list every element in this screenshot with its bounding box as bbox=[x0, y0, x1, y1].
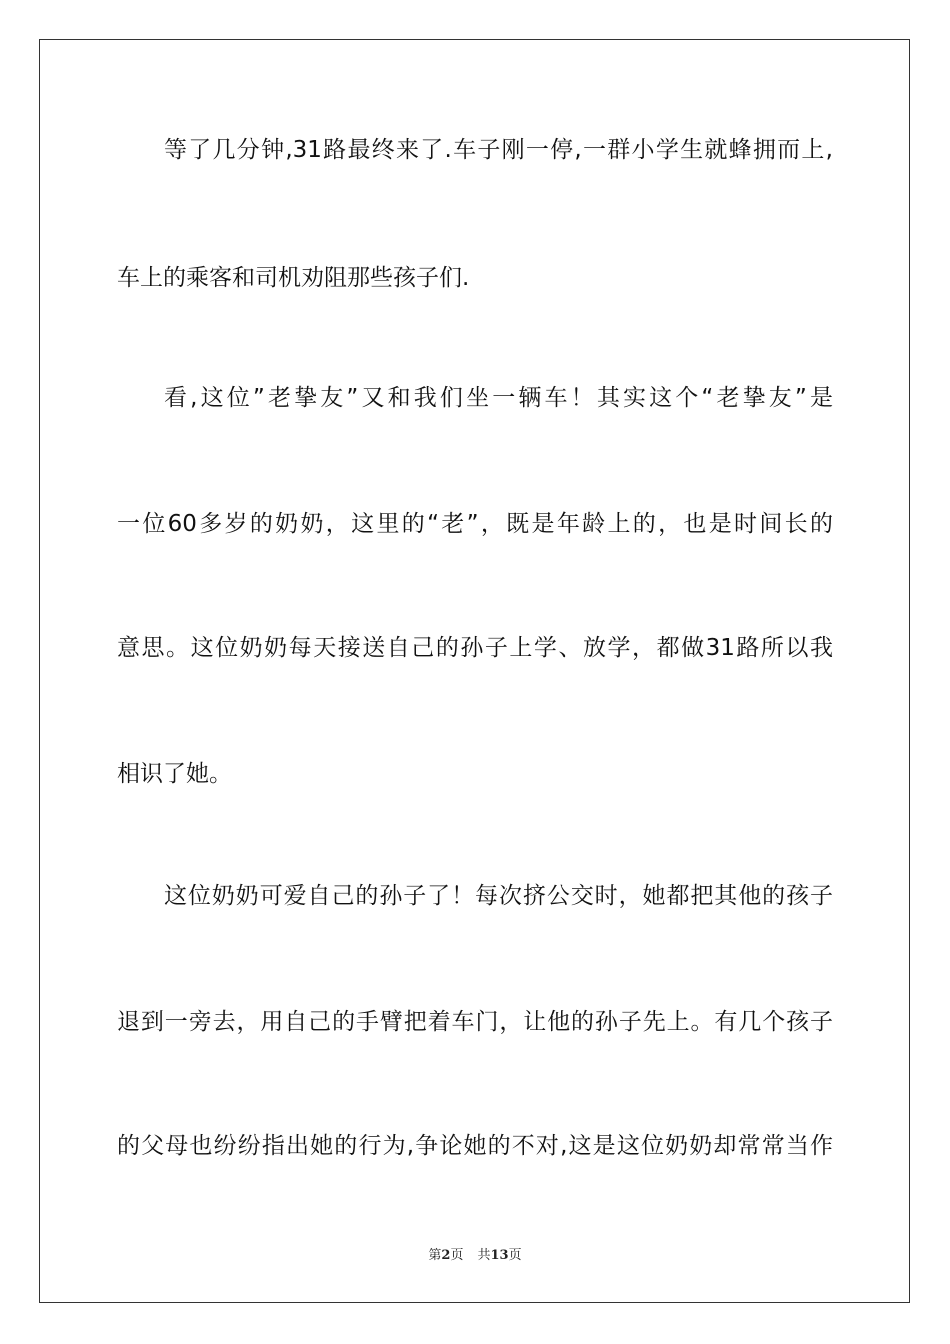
page-prefix: 第 bbox=[428, 1248, 442, 1263]
page-border bbox=[39, 39, 910, 1303]
paragraph-3-line-3: 的父母也纷纷指出她的行为,争论她的不对,这是这位奶奶却常常当作 bbox=[117, 1133, 833, 1159]
paragraph-1-line-1: 等了几分钟,31路最终来了.车子刚一停,一群小学生就蜂拥而上, bbox=[164, 137, 833, 163]
page-footer bbox=[0, 1247, 950, 1265]
page-current: 2 bbox=[441, 1248, 451, 1263]
paragraph-3-line-1: 这位奶奶可爱自己的孙子了！每次挤公交时，她都把其他的孩子 bbox=[164, 883, 833, 909]
paragraph-2-line-2: 一位60多岁的奶奶，这里的“老”，既是年龄上的，也是时间长的 bbox=[117, 511, 833, 537]
paragraph-2-line-3: 意思。这位奶奶每天接送自己的孙子上学、放学，都做31路所以我 bbox=[117, 635, 833, 661]
paragraph-2-line-4: 相识了她。 bbox=[117, 761, 232, 787]
paragraph-3-line-2: 退到一旁去，用自己的手臂把着车门，让他的孙子先上。有几个孩子 bbox=[117, 1009, 833, 1035]
paragraph-1-line-2: 车上的乘客和司机劝阻那些孩子们. bbox=[117, 265, 470, 291]
paragraph-2-line-1: 看,这位”老挚友”又和我们坐一辆车！其实这个“老挚友”是 bbox=[164, 385, 833, 411]
total-prefix: 共 bbox=[477, 1248, 491, 1263]
page-total: 13 bbox=[490, 1248, 509, 1263]
page-suffix: 页 bbox=[450, 1248, 464, 1263]
total-suffix: 页 bbox=[508, 1248, 522, 1263]
